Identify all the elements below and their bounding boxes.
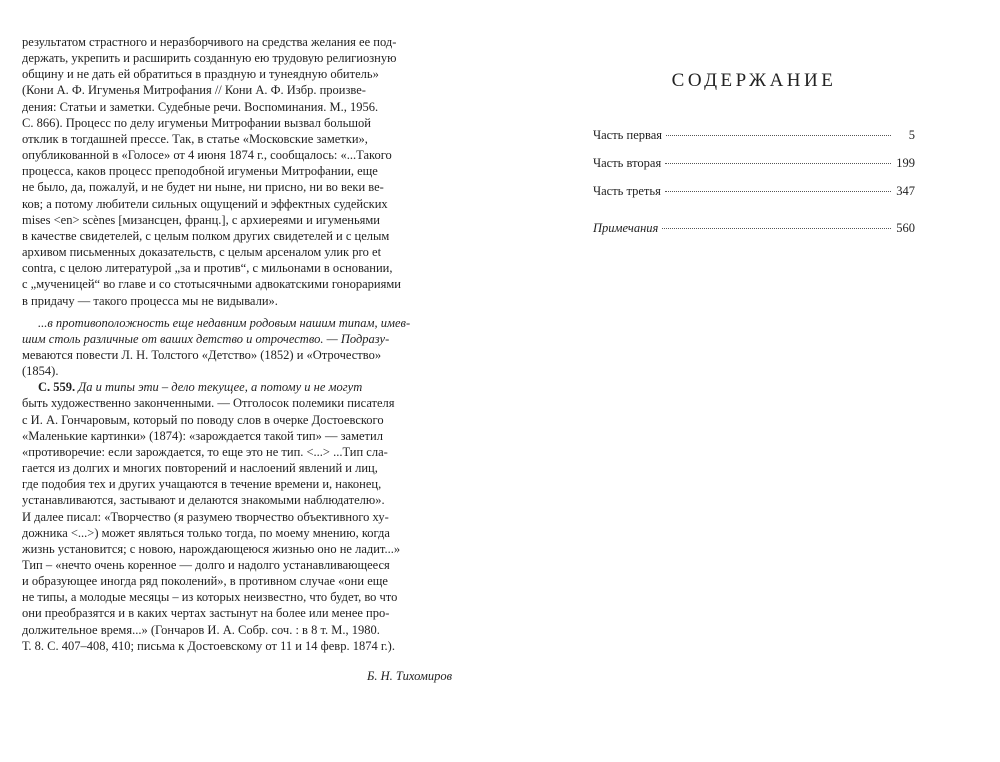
author-signature: Б. Н. Тихомиров — [367, 668, 452, 683]
text-line: отклик в тогдашней прессе. Так, в статье «Московские заметки», — [22, 131, 368, 146]
toc-title: СОДЕРЖАНИЕ — [671, 70, 837, 91]
text-line: в придачу — такого процесса мы не видывали». — [22, 293, 278, 308]
text-line: должительное время...» (Гончаров И. А. Собр. соч. : в 8 т. М., 1980. — [22, 622, 380, 637]
toc-entry-page: 560 — [896, 220, 915, 235]
toc-entry-part-3[interactable] — [593, 181, 915, 209]
page-reference: С. 559. — [38, 380, 76, 395]
toc-dot-leader — [666, 122, 891, 136]
text-line: Т. 8. С. 407–408, 410; письма к Достоевскому от 11 и 14 февр. 1874 г.). — [22, 638, 395, 653]
text-line: общину и не дать ей обратиться в праздную и тунеядную обитель» — [22, 67, 379, 82]
text-line: ков; а потому любители сильных ощущений и эффектных судейских — [22, 196, 388, 211]
text-line: меваются повести Л. Н. Толстого «Детство» (1852) и «Отрочество» — [22, 347, 382, 362]
text-line: и образующее иногда ряд поколений», в противном случае «они еще — [22, 574, 388, 589]
text-line: дожника <...>) может являться только тогда, по моему мнению, когда — [22, 525, 390, 540]
text-line: держать, укрепить и расширить созданную ею трудовую религиозную — [22, 51, 397, 66]
toc-entry-part-2[interactable] — [593, 153, 915, 181]
toc-entry-label: Часть первая — [593, 127, 663, 142]
text-line: не типы, а молодые месяцы – из которых неизвестно, что будет, во что — [22, 590, 398, 605]
toc-entry-label: Примечания — [593, 220, 659, 235]
toc-dot-leader — [662, 215, 891, 229]
text-line: «Маленькие картинки» (1874): «зарождается такой тип» — заметил — [22, 428, 383, 443]
left-page — [22, 34, 452, 684]
text-line: mises <en> scènes [мизансцен, франц.], с архиереями и игуменьями — [22, 212, 380, 227]
text-line: быть художественно законченными. — Отголосок полемики писателя — [22, 396, 395, 411]
toc-entry-page: 5 — [908, 127, 915, 142]
text-line: шим столь различные от ваших детство и отрочество. — Подразу- — [22, 331, 390, 346]
right-page — [593, 70, 915, 246]
text-line: С. 866). Процесс по делу игуменьи Митрофании вызвал большой — [22, 115, 371, 130]
toc-entry-part-1[interactable] — [593, 125, 915, 153]
paragraph-2 — [22, 315, 452, 380]
toc-entry-page: 199 — [896, 155, 915, 170]
text-line: не было, да, пожалуй, и не будет ни ныне, ни присно, ни во веки ве- — [22, 180, 384, 195]
toc-entry-label: Часть третья — [593, 183, 661, 198]
text-line: жизнь установится; с новою, нарождающеюся жизнью оно не ладит...» — [22, 541, 401, 556]
text-line: «противоречие: если зарождается, то еще это не тип. <...> ...Тип сла- — [22, 444, 388, 459]
text-line: с И. А. Гончаровым, который по поводу слов в очерке Достоевского — [22, 412, 384, 427]
text-line: дения: Статьи и заметки. Судебные речи. Воспоминания. М., 1956. — [22, 99, 379, 114]
text-line: гается из долгих и многих повторений и наслоений явлений и лиц, — [22, 461, 378, 476]
paragraph-3 — [22, 379, 452, 654]
text-line: архивом письменных доказательств, с целым арсеналом улик pro et — [22, 245, 382, 260]
text-line: с „мученицей“ во главе и со стотысячными адвокатскими гонорариями — [22, 277, 401, 292]
toc-dot-leader — [665, 150, 891, 164]
text-line: они преобразятся и в каких чертах застынут на более или менее про- — [22, 606, 390, 621]
text-line: результатом страстного и неразборчивого на средства желания ее под- — [22, 35, 397, 49]
text-line: где подобия тех и других учащаются в течение времени и, наконец, — [22, 477, 382, 492]
toc-entry-label: Часть вторая — [593, 155, 662, 170]
toc-entry-page: 347 — [896, 183, 915, 198]
text-line: ...в противоположность еще недавним родовым нашим типам, имев- — [38, 315, 411, 330]
text-line: устанавливаются, застывают и делаются знакомыми наблюдателю». — [22, 493, 385, 508]
toc-dot-leader — [665, 178, 891, 192]
toc-entry-notes[interactable] — [593, 218, 915, 246]
text-line: (Кони А. Ф. Игуменья Митрофания // Кони А. Ф. Избр. произве- — [22, 83, 366, 98]
paragraph-1 — [22, 34, 452, 309]
text-line: Да и типы эти – дело текущее, а потому и не могут — [75, 380, 363, 395]
text-line: contra, с целою литературой „за и против“, с мильонами в основании, — [22, 261, 393, 276]
text-line: в качестве свидетелей, с целым полком других свидетелей и с целым — [22, 228, 390, 243]
text-line: И далее писал: «Творчество (я разумею творчество объективного ху- — [22, 509, 389, 524]
text-line: процесса, каков процесс преподобной игуменьи Митрофании, еще — [22, 164, 378, 179]
text-line: Тип – «нечто очень коренное — долго и надолго устанавливающееся — [22, 558, 390, 572]
text-line: (1854). — [22, 364, 59, 379]
text-line: опубликованной в «Голосе» от 4 июня 1874 г., сообщалось: «...Такого — [22, 148, 392, 163]
